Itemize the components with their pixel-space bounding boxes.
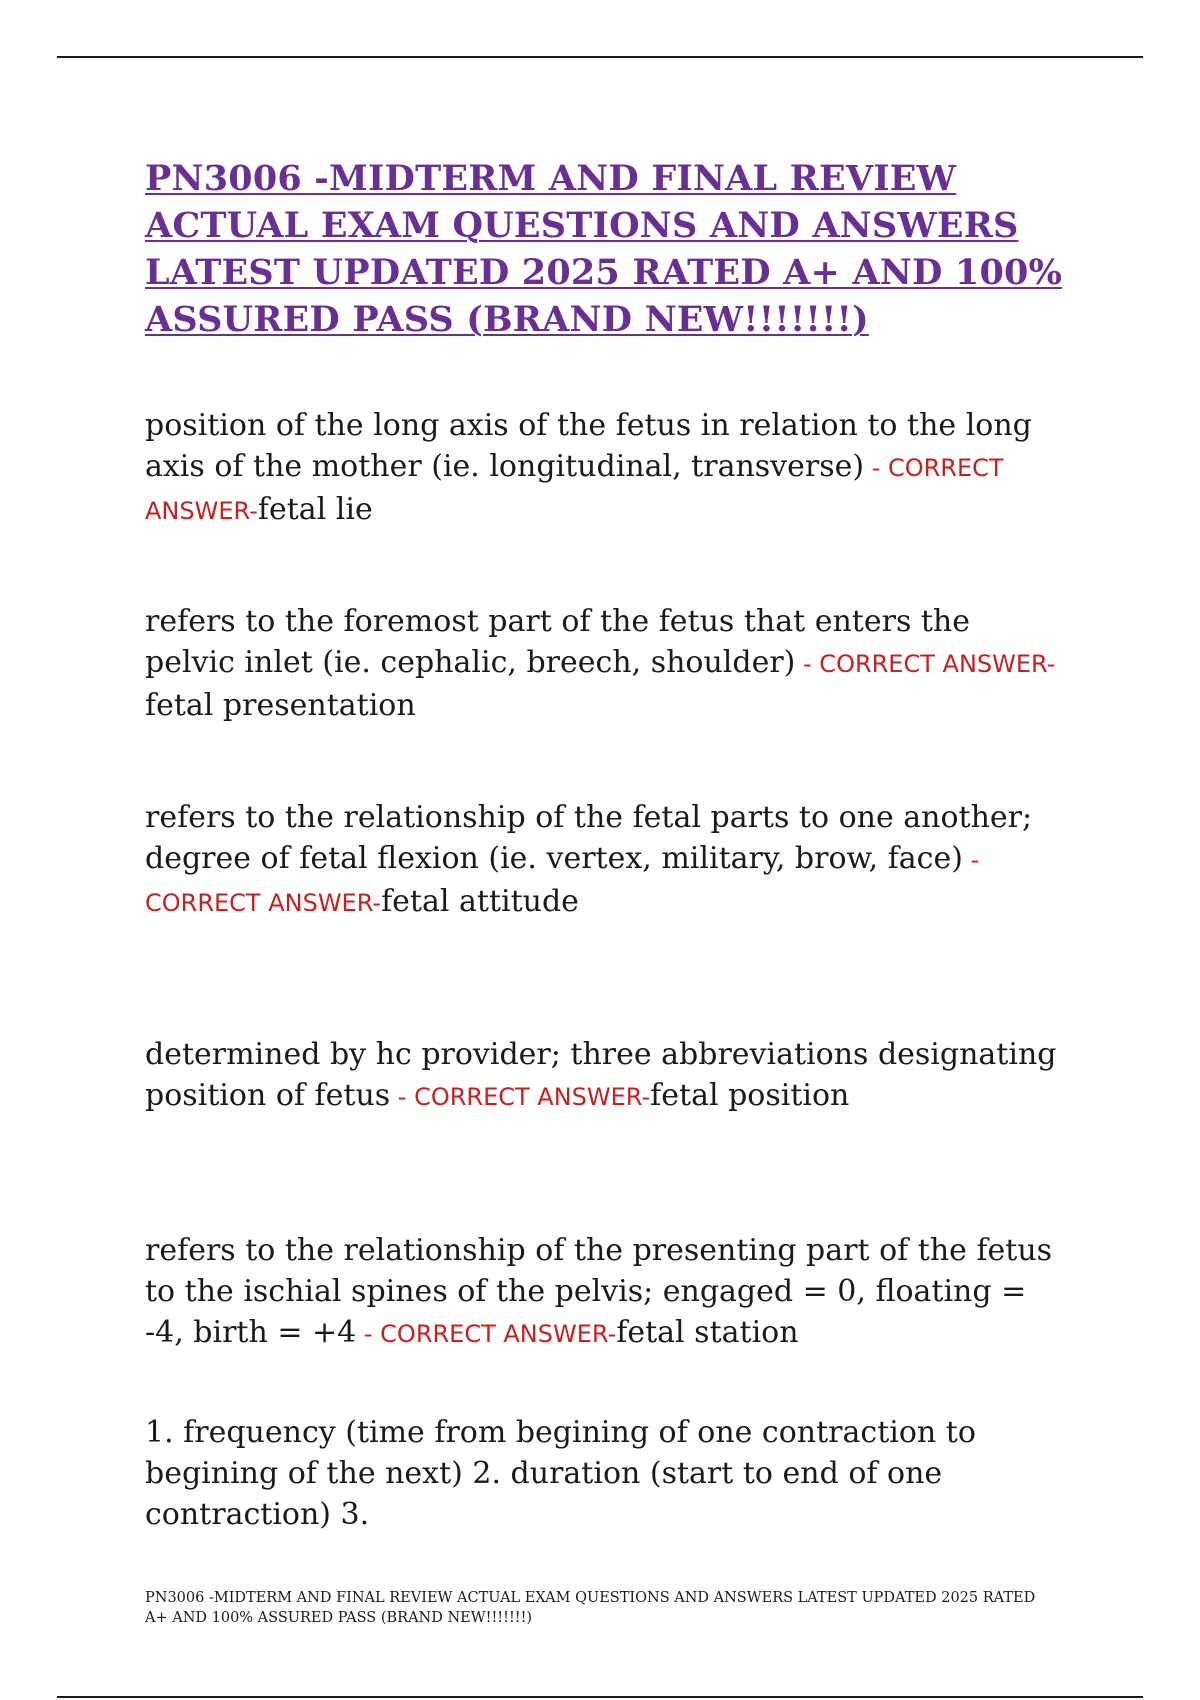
- qa-item: [145, 601, 1065, 726]
- page-content: [145, 155, 1065, 1532]
- top-rule: [57, 56, 1143, 58]
- bottom-rule: [57, 1696, 1143, 1698]
- qa-item: [145, 1230, 1065, 1355]
- answer-text: fetal presentation: [145, 688, 416, 723]
- qa-item: [145, 797, 1065, 924]
- qa-item: [145, 405, 1065, 532]
- question-text: determined by hc provider; three abbreviations designating position of fetus: [145, 1037, 1057, 1113]
- correct-answer-marker: - CORRECT ANSWER-: [145, 846, 980, 917]
- question-text: refers to the relationship of the presenting part of the fetus to the ischial spines of the pelvis; engaged = 0, floating = -4, birth = +4: [145, 1233, 1053, 1350]
- answer-text: fetal lie: [257, 492, 373, 527]
- document-title: PN3006 -MIDTERM AND FINAL REVIEW ACTUAL EXAM QUESTIONS AND ANSWERS LATEST UPDATED 2025 RATED A+ AND 100% ASSURED PASS (BRAND NEW!!!!!!!): [145, 158, 1063, 340]
- qa-item: [145, 1034, 1065, 1118]
- qa-item: [145, 1412, 1065, 1535]
- answer-text: fetal attitude: [381, 884, 579, 919]
- page-footer: PN3006 -MIDTERM AND FINAL REVIEW ACTUAL EXAM QUESTIONS AND ANSWERS LATEST UPDATED 2025 RATED A+ AND 100% ASSURED PASS (BRAND NEW!!!!!!!): [145, 1590, 1036, 1626]
- question-text: refers to the relationship of the fetal parts to one another;: [145, 800, 1033, 835]
- correct-answer-marker: - CORRECT ANSWER-: [145, 454, 1004, 525]
- correct-answer-marker: - CORRECT ANSWER-: [356, 1320, 617, 1348]
- answer-text: fetal station: [616, 1315, 799, 1350]
- answer-text: fetal position: [650, 1078, 850, 1113]
- correct-answer-marker: - CORRECT ANSWER-: [795, 650, 1056, 678]
- correct-answer-marker: - CORRECT ANSWER-: [390, 1083, 651, 1111]
- question-text: position of the long axis of the fetus in relation to the long axis of the mother (ie. longitudinal, transverse): [145, 408, 1032, 484]
- question-text-line-2: degree of fetal flexion (ie. vertex, military, brow, face): [145, 841, 963, 876]
- question-text: 1. frequency (time from begining of one contraction to begining of the next) 2. duration (start to end of one contraction) 3.: [145, 1415, 976, 1532]
- question-text: refers to the foremost part of the fetus that enters the pelvic inlet (ie. cephalic, breech, shoulder): [145, 604, 970, 680]
